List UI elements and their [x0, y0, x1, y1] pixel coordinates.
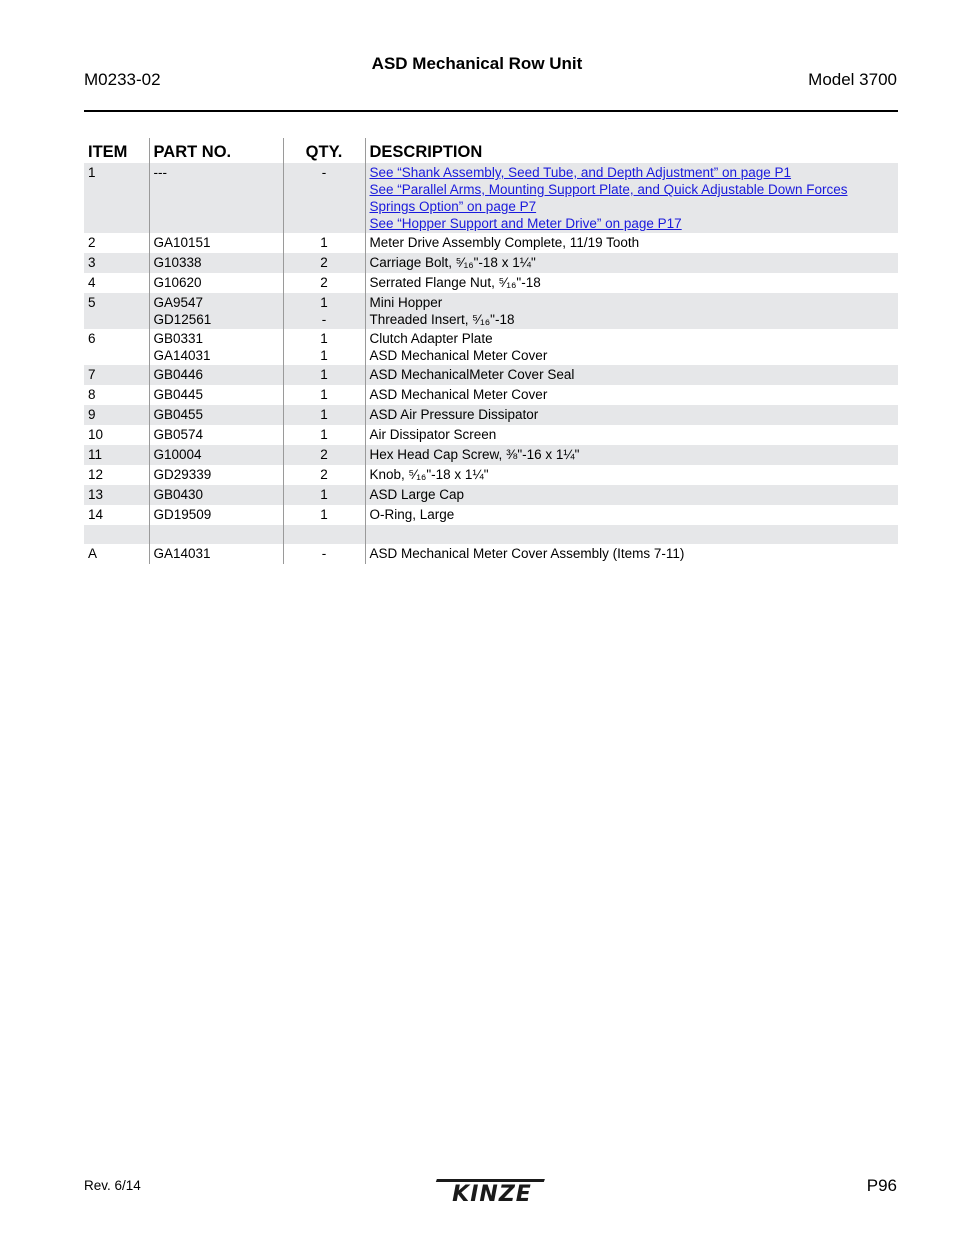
- column-header-qty: QTY.: [283, 138, 365, 163]
- qty-cell: [283, 445, 365, 465]
- description-cell: [365, 425, 898, 445]
- qty-cell: [283, 485, 365, 505]
- table-row: [84, 273, 898, 293]
- table-row: [84, 445, 898, 465]
- quantity: -: [321, 165, 327, 180]
- table-row: [84, 405, 898, 425]
- part-number-cell: [149, 405, 283, 425]
- part-number: GB0331: [153, 331, 204, 346]
- column-header-part-no: PART NO.: [149, 138, 283, 163]
- qty-cell: [283, 525, 365, 544]
- qty-cell: [283, 163, 365, 233]
- qty-cell: [283, 253, 365, 273]
- part-number: GD19509: [153, 507, 212, 522]
- svg-text:KINZE: KINZE: [452, 1182, 532, 1206]
- table-row: [84, 329, 898, 365]
- table-row: [84, 365, 898, 385]
- description-cell: [365, 329, 898, 365]
- kinze-logo: [432, 1176, 552, 1206]
- revision-label: Rev. 6/14: [84, 1178, 141, 1193]
- description-line: Threaded Insert, ⁵⁄₁₆"-18: [369, 312, 515, 327]
- item-cell: 5: [84, 293, 149, 329]
- description-line: Hex Head Cap Screw, ⅜"-16 x 1¼": [369, 447, 580, 462]
- cross-reference-link[interactable]: See “Shank Assembly, Seed Tube, and Depth Adjustment” on page P1: [369, 165, 792, 180]
- quantity: 1: [320, 331, 328, 346]
- part-number: GB0574: [153, 427, 204, 442]
- part-number-cell: [149, 525, 283, 544]
- quantity: 1: [320, 407, 328, 422]
- part-number: G10004: [153, 447, 202, 462]
- description-line: Air Dissipator Screen: [369, 427, 497, 442]
- part-number-cell: [149, 273, 283, 293]
- description-line: ASD Air Pressure Dissipator: [369, 407, 539, 422]
- part-number: GD12561: [153, 312, 212, 327]
- item-cell: 4: [88, 275, 96, 290]
- part-number: GB0446: [153, 367, 204, 382]
- part-number-cell: [149, 544, 283, 564]
- part-number: GB0430: [153, 487, 204, 502]
- quantity: 1: [320, 235, 328, 250]
- description-line: Clutch Adapter Plate: [369, 331, 493, 346]
- quantity: 1: [320, 427, 328, 442]
- page-number: P96: [866, 1176, 897, 1195]
- description-cell: [365, 293, 898, 329]
- part-number: GA14031: [153, 348, 211, 363]
- part-number: G10338: [153, 255, 202, 270]
- description-cell: [365, 163, 898, 233]
- qty-cell: [283, 365, 365, 385]
- qty-cell: [283, 293, 365, 329]
- cross-reference-link[interactable]: See “Hopper Support and Meter Drive” on page P17: [369, 216, 682, 231]
- page-title: ASD Mechanical Row Unit: [371, 54, 583, 73]
- description-line: ASD Large Cap: [369, 487, 465, 502]
- quantity: 1: [320, 387, 328, 402]
- part-number-cell: [149, 253, 283, 273]
- item-cell: A: [88, 546, 98, 561]
- item-cell: 13: [84, 485, 149, 505]
- part-number-cell: [149, 465, 283, 485]
- parts-table-body: [84, 163, 898, 564]
- quantity: 1: [320, 348, 328, 363]
- qty-cell: [283, 544, 365, 564]
- description-cell: [365, 385, 898, 405]
- table-row: [84, 253, 898, 273]
- item-cell: 1: [84, 163, 149, 233]
- description-line: ASD Mechanical Meter Cover Assembly (Items 7-11): [369, 546, 685, 561]
- qty-cell: [283, 405, 365, 425]
- table-row: [84, 293, 898, 329]
- table-row: [84, 425, 898, 445]
- description-cell: [365, 525, 898, 544]
- item-cell: 6: [88, 331, 96, 346]
- part-number-cell: [149, 163, 283, 233]
- kinze-logo-icon: [432, 1176, 552, 1206]
- part-number: GB0455: [153, 407, 204, 422]
- table-row-blank: [84, 525, 898, 544]
- description-cell: [365, 365, 898, 385]
- model-name: Model 3700: [808, 70, 897, 89]
- cross-reference-link[interactable]: Springs Option” on page P7: [369, 199, 537, 214]
- qty-cell: [283, 385, 365, 405]
- part-number: GA9547: [153, 295, 204, 310]
- item-cell: 11: [84, 445, 149, 465]
- qty-cell: [283, 465, 365, 485]
- qty-cell: [283, 329, 365, 365]
- description-cell: [365, 485, 898, 505]
- table-row: [84, 233, 898, 253]
- quantity: -: [321, 312, 327, 327]
- part-number-cell: [149, 293, 283, 329]
- description-cell: [365, 253, 898, 273]
- description-cell: [365, 445, 898, 465]
- quantity: 1: [320, 487, 328, 502]
- table-row: [84, 385, 898, 405]
- description-cell: [365, 544, 898, 564]
- cross-reference-link[interactable]: See “Parallel Arms, Mounting Support Plate, and Quick Adjustable Down Forces: [369, 182, 848, 197]
- description-line: ASD Mechanical Meter Cover: [369, 348, 548, 363]
- part-number-cell: [149, 425, 283, 445]
- part-number: GD29339: [153, 467, 212, 482]
- description-line: Meter Drive Assembly Complete, 11/19 Tooth: [369, 235, 640, 250]
- quantity: 2: [320, 447, 328, 462]
- description-line: ASD MechanicalMeter Cover Seal: [369, 367, 575, 382]
- item-cell: 8: [88, 387, 96, 402]
- qty-cell: [283, 505, 365, 525]
- qty-cell: [283, 273, 365, 293]
- quantity: 1: [320, 295, 328, 310]
- part-number-cell: [149, 365, 283, 385]
- item-cell: 7: [84, 365, 149, 385]
- description-cell: [365, 273, 898, 293]
- qty-cell: [283, 233, 365, 253]
- description-line: Serrated Flange Nut, ⁵⁄₁₆"-18: [369, 275, 541, 290]
- description-cell: [365, 505, 898, 525]
- item-cell: 2: [88, 235, 96, 250]
- quantity: 2: [320, 255, 328, 270]
- description-cell: [365, 233, 898, 253]
- part-number-cell: [149, 329, 283, 365]
- quantity: 1: [320, 367, 328, 382]
- part-number-cell: [149, 233, 283, 253]
- qty-cell: [283, 425, 365, 445]
- parts-table: [84, 138, 898, 564]
- quantity: 1: [320, 507, 328, 522]
- part-number: GA10151: [153, 235, 211, 250]
- description-line: Carriage Bolt, ⁵⁄₁₆"-18 x 1¼": [369, 255, 536, 270]
- item-cell: 3: [84, 253, 149, 273]
- description-line: ASD Mechanical Meter Cover: [369, 387, 548, 402]
- column-header-item: ITEM: [88, 143, 128, 161]
- header-rule: [84, 110, 898, 112]
- description-line: Knob, ⁵⁄₁₆"-18 x 1¼": [369, 467, 489, 482]
- quantity: 2: [320, 467, 328, 482]
- description-line: Mini Hopper: [369, 295, 443, 310]
- quantity: 2: [320, 275, 328, 290]
- table-row: [84, 505, 898, 525]
- item-cell: 14: [88, 507, 104, 522]
- part-number: GB0445: [153, 387, 204, 402]
- table-row: [84, 544, 898, 564]
- part-number-cell: [149, 385, 283, 405]
- part-number-cell: [149, 485, 283, 505]
- description-cell: [365, 465, 898, 485]
- description-cell: [365, 405, 898, 425]
- part-number: ---: [153, 165, 167, 180]
- column-header-description: DESCRIPTION: [365, 138, 898, 163]
- item-cell: 10: [88, 427, 104, 442]
- part-number: GA14031: [153, 546, 211, 561]
- item-cell: [84, 525, 149, 544]
- table-row: [84, 163, 898, 233]
- document-number: M0233-02: [84, 70, 161, 89]
- description-line: O-Ring, Large: [369, 507, 455, 522]
- table-row: [84, 485, 898, 505]
- item-cell: 9: [84, 405, 149, 425]
- table-row: [84, 465, 898, 485]
- table-header-row: [84, 138, 898, 163]
- part-number-cell: [149, 445, 283, 465]
- part-number-cell: [149, 505, 283, 525]
- item-cell: 12: [88, 467, 104, 482]
- quantity: -: [321, 546, 327, 561]
- part-number: G10620: [153, 275, 202, 290]
